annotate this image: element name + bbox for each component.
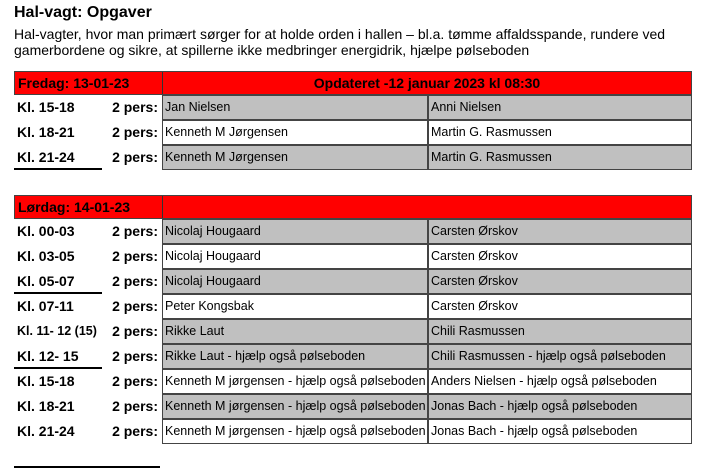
pers-cell: 2 pers:	[112, 398, 158, 414]
person-b-cell: Carsten Ørskov	[428, 219, 692, 244]
friday-day-label: Fredag: 13-01-23	[15, 72, 163, 94]
person-a-cell: Kenneth M Jørgensen	[162, 145, 428, 170]
table-row	[14, 145, 692, 170]
time-cell: Kl. 12- 15	[17, 348, 79, 364]
person-b-cell: Chili Rasmussen	[428, 319, 692, 344]
friday-header	[14, 71, 692, 95]
time-cell: Kl. 18-21	[17, 398, 75, 414]
bottom-divider	[14, 466, 160, 468]
underline-divider	[14, 168, 102, 170]
time-cell: Kl. 00-03	[17, 223, 75, 239]
person-b-cell: Anni Nielsen	[428, 95, 692, 120]
person-b-cell: Carsten Ørskov	[428, 269, 692, 294]
table-row	[14, 419, 692, 444]
pers-cell: 2 pers:	[112, 124, 158, 140]
table-row	[14, 369, 692, 394]
person-a-cell: Peter Kongsbak	[162, 294, 428, 319]
table-row	[14, 269, 692, 294]
table-row	[14, 95, 692, 120]
time-cell: Kl. 05-07	[17, 273, 75, 289]
pers-cell: 2 pers:	[112, 348, 158, 364]
table-row	[14, 120, 692, 145]
person-b-cell: Jonas Bach - hjælp også pølseboden	[428, 419, 692, 444]
pers-cell: 2 pers:	[112, 248, 158, 264]
person-a-cell: Jan Nielsen	[162, 95, 428, 120]
saturday-header	[14, 195, 692, 219]
table-row	[14, 244, 692, 269]
table-row	[14, 394, 692, 419]
intro-text: Hal-vagter, hvor man primært sørger for at holde orden i hallen – bl.a. tømme affaldsspande, rundere ved gamerbordene og sikre, at spillerne ikke medbringer energidrik, hjælpe pølseboden	[14, 26, 666, 58]
friday-section	[14, 71, 692, 170]
saturday-updated-label	[163, 196, 691, 218]
person-a-cell: Rikke Laut - hjælp også pølseboden	[162, 344, 428, 369]
pers-cell: 2 pers:	[112, 298, 158, 314]
time-cell: Kl. 07-11	[17, 298, 74, 314]
time-cell: Kl. 21-24	[17, 149, 75, 165]
updated-label: Opdateret -12 januar 2023 kl 08:30	[313, 75, 541, 91]
table-row	[14, 319, 692, 344]
saturday-day-label: Lørdag: 14-01-23	[15, 196, 163, 218]
person-a-cell: Nicolaj Hougaard	[162, 269, 428, 294]
time-cell: Kl. 18-21	[17, 124, 75, 140]
person-a-cell: Kenneth M jørgensen - hjælp også pølseboden	[162, 419, 428, 444]
person-b-cell: Chili Rasmussen - hjælp også pølseboden	[428, 344, 692, 369]
pers-cell: 2 pers:	[112, 149, 158, 165]
pers-cell: 2 pers:	[112, 99, 158, 115]
person-b-cell: Martin G. Rasmussen	[428, 145, 692, 170]
person-a-cell: Rikke Laut	[162, 319, 428, 344]
pers-cell: 2 pers:	[112, 323, 158, 339]
person-b-cell: Carsten Ørskov	[428, 294, 692, 319]
person-b-cell: Anders Nielsen - hjælp også pølseboden	[428, 369, 692, 394]
time-cell: Kl. 21-24	[17, 423, 75, 439]
pers-cell: 2 pers:	[112, 223, 158, 239]
page-title: Hal-vagt: Opgaver	[14, 4, 152, 21]
time-cell: Kl. 15-18	[17, 373, 75, 389]
time-cell: Kl. 15-18	[17, 99, 75, 115]
table-row	[14, 344, 692, 369]
person-b-cell: Jonas Bach - hjælp også pølseboden	[428, 394, 692, 419]
person-a-cell: Kenneth M jørgensen - hjælp også pølseboden	[162, 394, 428, 419]
table-row	[14, 294, 692, 319]
time-cell: Kl. 03-05	[17, 248, 75, 264]
pers-cell: 2 pers:	[112, 423, 158, 439]
saturday-section	[14, 195, 692, 444]
person-b-cell: Carsten Ørskov	[428, 244, 692, 269]
person-a-cell: Kenneth M Jørgensen	[162, 120, 428, 145]
person-a-cell: Nicolaj Hougaard	[162, 219, 428, 244]
person-b-cell: Martin G. Rasmussen	[428, 120, 692, 145]
table-row	[14, 219, 692, 244]
time-cell: Kl. 11- 12 (15)	[17, 324, 97, 338]
person-a-cell: Kenneth M jørgensen - hjælp også pølseboden	[162, 369, 428, 394]
pers-cell: 2 pers:	[112, 273, 158, 289]
person-a-cell: Nicolaj Hougaard	[162, 244, 428, 269]
pers-cell: 2 pers:	[112, 373, 158, 389]
